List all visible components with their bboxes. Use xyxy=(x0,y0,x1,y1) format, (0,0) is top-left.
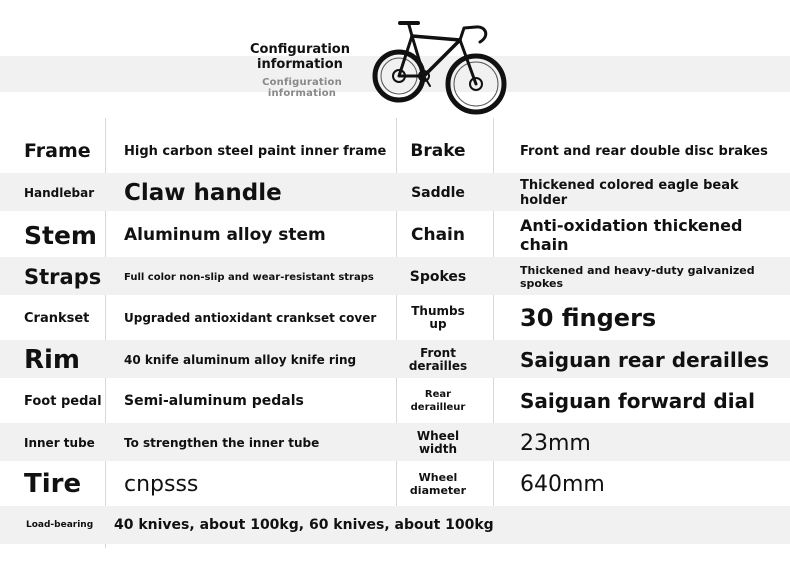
spec-label: Wheel width xyxy=(416,429,460,456)
spec-label: Wheel diameter xyxy=(409,471,467,497)
spec-value: Thickened and heavy-duty galvanized spokes xyxy=(520,264,755,290)
spec-value: Thickened colored eagle beak holder xyxy=(520,178,739,208)
spec-label: Crankset xyxy=(24,310,90,326)
spec-label: Foot pedal xyxy=(24,393,102,409)
spec-value: Saiguan forward dial xyxy=(520,389,755,413)
spec-value: Front and rear double disc brakes xyxy=(520,143,768,159)
spec-label: Rim xyxy=(24,345,81,375)
spec-value: Saiguan rear derailles xyxy=(520,348,770,372)
spec-value: Anti-oxidation thickened chain xyxy=(520,216,743,254)
spec-label: Inner tube xyxy=(24,436,95,450)
spec-label: Spokes xyxy=(409,268,467,285)
spec-label: Thumbs up xyxy=(411,304,465,331)
spec-label: Straps xyxy=(24,265,102,289)
spec-value: Upgraded antioxidant crankset cover xyxy=(124,311,377,325)
spec-value: To strengthen the inner tube xyxy=(124,436,320,450)
spec-label: Frame xyxy=(24,140,91,162)
spec-label: Load-bearing xyxy=(26,520,94,530)
spec-value: 640mm xyxy=(520,471,605,497)
spec-label: Front derailles xyxy=(408,346,468,373)
page-subtitle: Configuration information xyxy=(262,77,342,99)
spec-label: Rear derailleur xyxy=(410,389,466,413)
spec-value: 23mm xyxy=(520,430,591,456)
bicycle-icon xyxy=(372,14,512,118)
page-title: Configuration information xyxy=(250,42,350,72)
spec-label: Handlebar xyxy=(24,186,95,200)
spec-value: cnpsss xyxy=(124,471,199,497)
spec-label: Brake xyxy=(410,140,466,161)
spec-label: Tire xyxy=(24,469,82,499)
spec-label: Saddle xyxy=(411,184,465,201)
spec-label: Stem xyxy=(24,220,97,250)
spec-value: Full color non-slip and wear-resistant straps xyxy=(124,271,374,283)
spec-value: 30 fingers xyxy=(520,304,657,332)
spec-value: Claw handle xyxy=(124,180,282,206)
spec-value: 40 knives, about 100kg, 60 knives, about 100kg xyxy=(114,517,494,533)
spec-value: High carbon steel paint inner frame xyxy=(124,143,387,159)
spec-value: Semi-aluminum pedals xyxy=(124,393,304,409)
spec-value: 40 knife aluminum alloy knife ring xyxy=(124,353,357,367)
spec-value: Aluminum alloy stem xyxy=(124,225,326,245)
spec-label: Chain xyxy=(411,224,465,245)
